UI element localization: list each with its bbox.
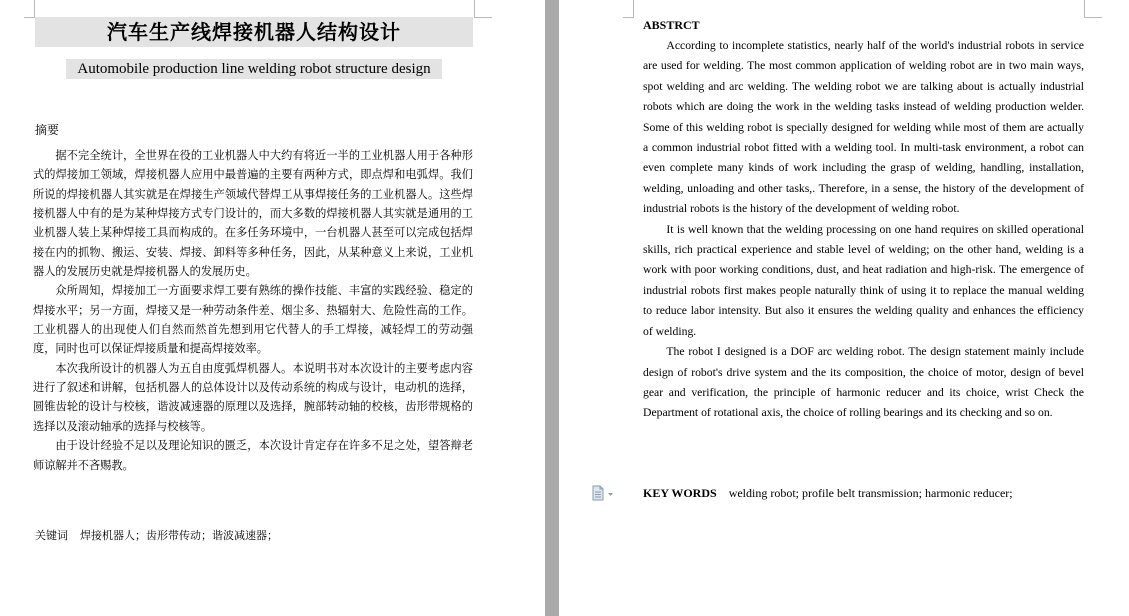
keywords-label-cn: 关键词 [35, 529, 68, 542]
abstract-body-cn [33, 146, 473, 475]
corner-mark [474, 0, 492, 18]
paragraph: 众所周知，焊接加工一方面要求焊工要有熟练的操作技能、丰富的实践经验、稳定的焊接水平；另一方面，焊接又是一种劳动条件差、烟尘多、热辐射大、危险性高的工作。工业机器人的出现使人们自然而然首先想到用它代替人的手工焊接，减轻焊工的劳动强度，同时也可以保证焊接质量和提高焊接效率。 [33, 284, 473, 356]
corner-mark [1084, 0, 1102, 18]
keywords-en [643, 485, 1013, 501]
keywords-cn [35, 528, 278, 544]
paragraph: According to incomplete statistics, nearly half of the world's industrial robots in service are used for welding. The most common application of welding robot are in two main ways, spot welding and arc welding. The welding robot we are talking about is actually industrial robots which are doing the work in the welding tasks instead of welding production welder. Some of this welding robot is specially designed for welding while most of them are actually a common industrial robot fitted with a welding tool. In multi-task environment, a robot can even complete many kinds of work including the grasp of welding, handling, installation, welding, unloading and other tasks,. Therefore, in a sense, the history of the development of industrial robots is the history of the development of welding robot. [643, 39, 1084, 216]
corner-mark [24, 0, 35, 18]
abstract-heading-cn: 摘要 [35, 123, 60, 137]
paragraph: 由于设计经验不足以及理论知识的匮乏，本次设计肯定存在许多不足之处，望答辩老师谅解并不吝赐教。 [33, 439, 473, 472]
left-page [0, 0, 545, 616]
paragraph: The robot I designed is a DOF arc welding robot. The design statement mainly include design of robot's drive system and the its composition, the choice of motor, design of bevel gear and verification, the principle of harmonic reducer and its choice, wrist Check the Department of rotational axis, the choice of rolling bearings and its checking and so on. [643, 345, 1084, 420]
keywords-value-en: welding robot; profile belt transmission; harmonic reducer; [728, 486, 1013, 500]
paragraph: 据不完全统计，全世界在役的工业机器人中大约有将近一半的工业机器人用于各种形式的焊接加工领域，焊接机器人应用中最普遍的主要有两种方式，即点焊和电弧焊。我们所说的焊接机器人其实就是在焊接生产领域代替焊工从事焊接任务的工业机器人。这些焊接机器人中有的是为某种焊接方式专门设计的，而大多数的焊接机器人其实就是通用的工业机器人装上某种焊接工具而构成的。在多任务环境中，一台机器人甚至可以完成包括焊接在内的抓物、搬运、安装、焊接、卸料等多种任务，因此，从某种意义上来说，工业机器人的发展历史就是焊接机器人的发展历史。 [33, 149, 473, 279]
abstract-title-en: ABSTRCT [643, 18, 700, 32]
corner-mark [623, 0, 634, 18]
paste-options-icon[interactable] [591, 485, 615, 501]
abstract-body-en [643, 36, 1084, 424]
document-title-cn: 汽车生产线焊接机器人结构设计 [35, 17, 473, 47]
keywords-label-en: KEY WORDS [643, 486, 717, 500]
document-title-en: Automobile production line welding robot structure design [66, 59, 442, 79]
keywords-value-cn: 焊接机器人；齿形带传动；谐波减速器； [80, 529, 278, 542]
page-gutter [545, 0, 559, 616]
paragraph: 本次我所设计的机器人为五自由度弧焊机器人。本说明书对本次设计的主要考虑内容进行了叙述和讲解，包括机器人的总体设计以及传动系统的构成与设计，电动机的选择，圆锥齿轮的设计与校核，谐波减速器的原理以及选择，腕部转动轴的校核，齿形带规格的选择以及滚动轴承的选择与校核等。 [33, 361, 473, 433]
paragraph: It is well known that the welding processing on one hand requires on skilled operational skills, rich practical experience and stable level of welding; on the other hand, welding is a work with poor working conditions, dust, and heat radiation and high-risk. The emergence of industrial robots first makes people naturally think of using it to replace the manual welding to reduce labor intensity. But also it ensures the welding quality and enhances the efficiency of welding. [643, 222, 1084, 338]
